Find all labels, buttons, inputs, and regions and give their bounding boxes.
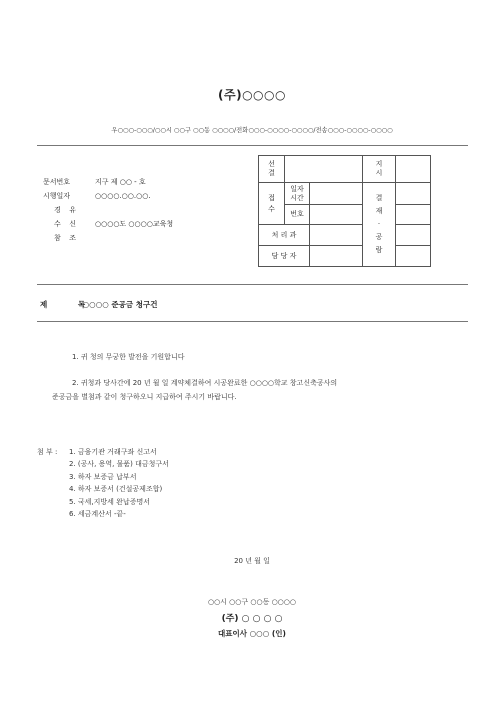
info-row-doc-number [43, 175, 173, 189]
subject-value: ○○○○ 준공금 청구건 [82, 300, 158, 309]
subject-label: 제 목 [40, 300, 100, 309]
attachment-item: 4. 하자 보증서 (건설공제조합) [69, 485, 163, 494]
cell-cheorigwa: 처 리 과 [259, 225, 310, 246]
cell-beonho: 번호 [285, 205, 310, 225]
subject-line [40, 299, 158, 310]
cell-jeopsu: 접 수 [259, 183, 285, 225]
info-label: 경 유 [54, 206, 76, 214]
cell-jisi: 지 시 [363, 156, 396, 183]
attachment-item: 5. 국세,지방세 완납증명서 [69, 497, 150, 506]
cell-sign-3 [396, 225, 431, 246]
footer-ceo: 대표이사 ○○○ (인) [218, 629, 286, 638]
cell-gyeoljae: 결 재 · 공 람 [363, 183, 396, 267]
cell-jisi-blank [396, 156, 431, 183]
info-label: 수 신 [54, 220, 76, 228]
cell-sungyeol-blank [285, 156, 363, 183]
divider-subject [37, 321, 468, 322]
cell-sign-4 [396, 246, 431, 267]
attachment-item: 6. 세금계산서 -끝- [69, 510, 126, 519]
company-title: (주)○○○○ [218, 88, 286, 102]
cell-ilja-blank [310, 183, 363, 205]
divider-mid [37, 284, 468, 285]
company-address: 우○○○-○○○/○○시 ○○구 ○○동 ○○○○/전화○○○-○○○○-○○○○/전송○○○-○○○○-○○○○ [111, 127, 393, 134]
info-value: ○○○○.○○.○○. [95, 192, 151, 200]
cell-beonho-blank [310, 205, 363, 225]
cell-ilja-sigan: 일자 시간 [285, 183, 310, 205]
footer-address: ○○시 ○○구 ○○동 ○○○○ [207, 598, 297, 606]
body-paragraph-2-line-1: 2. 귀청과 당사간에 20 년 월 일 계약체결하여 시공완료한 ○○○○학교 창고신축공사의 [72, 379, 338, 387]
divider-top [37, 145, 468, 146]
attachment-item: 3. 하자 보증금 납부서 [69, 472, 137, 481]
info-label: 참 조 [54, 234, 76, 242]
info-row-date [43, 189, 173, 203]
cell-sign-1 [396, 183, 431, 205]
cell-sungyeol: 선 결 [259, 156, 285, 183]
attachment-row-first [37, 446, 169, 458]
attachments [37, 446, 169, 520]
info-row-via [43, 203, 173, 217]
info-label: 문서번호 [43, 178, 71, 186]
info-row-recipient [43, 217, 173, 231]
approval-table [258, 155, 431, 267]
body-paragraph-2-line-2: 준공금을 별첨과 같이 청구하오니 지급하여 주시기 바랍니다. [52, 393, 237, 401]
document-info [43, 175, 173, 245]
footer-date: 20 년 월 일 [234, 557, 270, 565]
info-value: 지구 제 ○○ - 호 [95, 178, 146, 186]
info-label: 시행일자 [43, 192, 71, 200]
cell-damdangja-blank [310, 246, 363, 267]
cell-damdangja: 담 당 자 [259, 246, 310, 267]
body-paragraph-1: 1. 귀 청의 무궁한 발전을 기원합니다 [72, 353, 185, 361]
attachment-item: 1. 금융기관 거래구좌 신고서 [69, 448, 157, 456]
attachment-item: 2. (공사, 용역, 물품) 대금청구서 [69, 460, 169, 469]
info-row-reference [43, 231, 173, 245]
attachments-label: 첨 부 : [37, 448, 58, 456]
cell-cheorigwa-blank [310, 225, 363, 246]
footer-company: (주) ○ ○ ○ ○ [221, 614, 283, 624]
cell-sign-2 [396, 205, 431, 225]
info-value: ○○○○도 ○○○○교육청 [95, 220, 174, 228]
